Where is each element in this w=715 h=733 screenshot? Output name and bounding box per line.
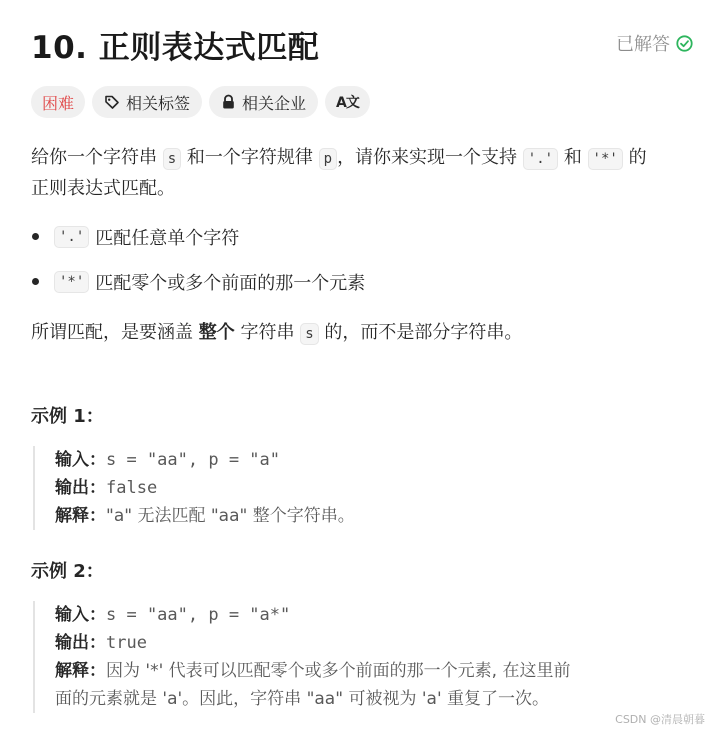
tag-bar: [31, 86, 370, 118]
difficulty-badge: [31, 86, 85, 118]
list-item: '*' 匹配零个或多个前面的那一个元素: [31, 267, 365, 296]
inline-code-s: s: [163, 148, 181, 170]
tag-icon: [104, 94, 120, 110]
example-2-title: 示例 2：: [31, 561, 104, 582]
translate-button[interactable]: [325, 86, 370, 118]
rules-list: [31, 222, 365, 312]
solved-label: 已解答: [616, 34, 670, 55]
description-paragraph-2: 所谓匹配，是要涵盖 整个 字符串 s 的，而不是部分字符串。: [31, 322, 523, 343]
translate-icon: A文: [336, 95, 359, 111]
watermark: CSDN @清晨朝暮: [615, 713, 705, 726]
problem-title: 10. 正则表达式匹配: [31, 30, 320, 66]
solved-status: [616, 30, 693, 56]
example-2-block: 输入：s = "aa", p = "a*" 输出：true 解释：因为 '*' 代表可以匹配零个或多个前面的那一个元素, 在这里前 面的元素就是 'a'。因此，字符串 "aa" 可被视为 'a' 重复了一次。: [33, 601, 570, 713]
inline-code-dot: '.': [54, 226, 89, 248]
inline-code-star: '*': [54, 271, 89, 293]
bullet-dot: [32, 278, 39, 285]
companies-tag-label: 相关企业: [242, 93, 307, 113]
list-item: '.' 匹配任意单个字符: [31, 222, 365, 251]
description-paragraph-1: 给你一个字符串 s 和一个字符规律 p ，请你来实现一个支持 '.' 和 '*' 的 正则表达式匹配。: [31, 147, 647, 199]
lock-icon: [221, 94, 236, 110]
companies-tag-button[interactable]: [209, 86, 318, 118]
example-1-title: 示例 1：: [31, 406, 104, 427]
inline-code-star: '*': [588, 148, 623, 170]
difficulty-label: 困难: [42, 93, 75, 113]
topics-tag-button[interactable]: [92, 86, 202, 118]
topics-tag-label: 相关标签: [126, 93, 191, 113]
example-1-block: 输入：s = "aa", p = "a" 输出：false 解释："a" 无法匹配 "aa" 整个字符串。: [33, 446, 355, 530]
inline-code-p: p: [319, 148, 337, 170]
inline-code-dot: '.': [523, 148, 558, 170]
check-circle-icon: [676, 35, 693, 52]
bullet-dot: [32, 233, 39, 240]
inline-code-s: s: [300, 323, 318, 345]
